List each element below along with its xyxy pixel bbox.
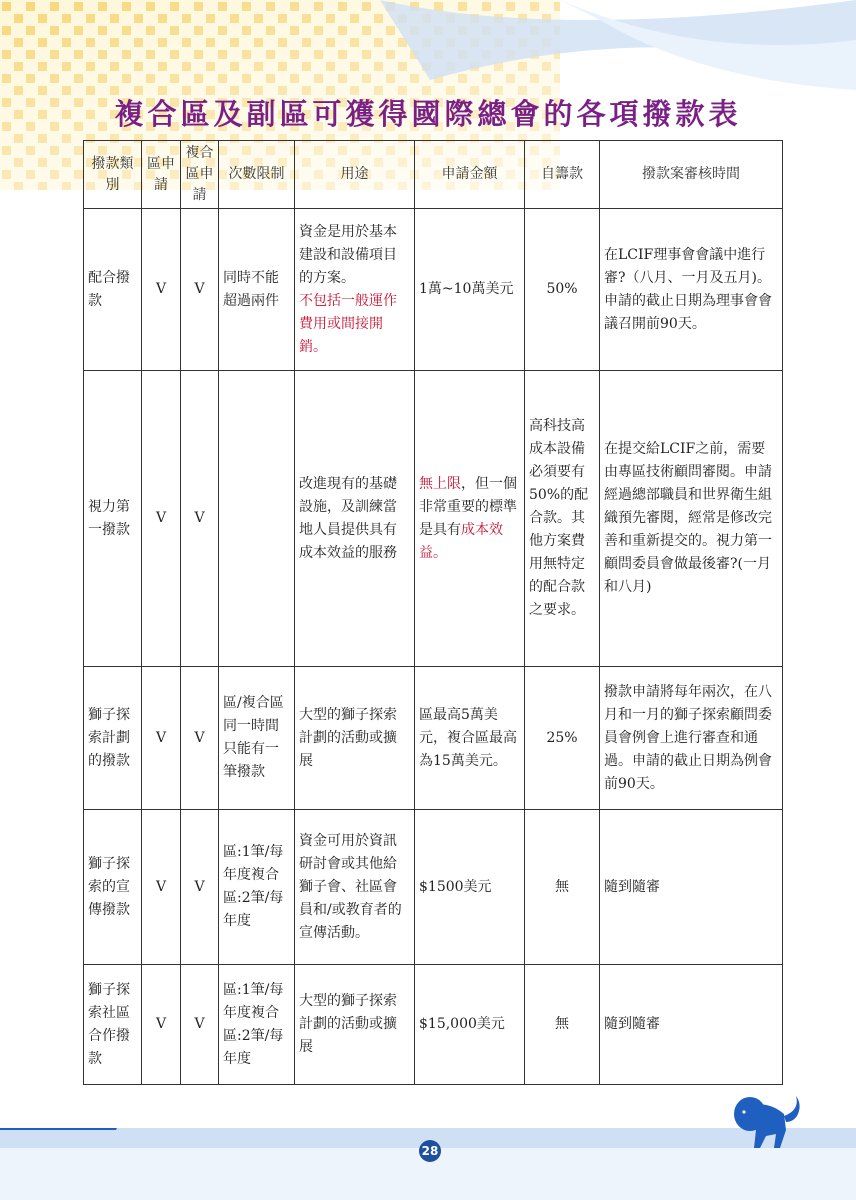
district-cell: V (142, 209, 181, 371)
multi-district-cell: V (181, 209, 219, 371)
purpose-cell (295, 209, 415, 371)
limit-cell: 同時不能超過兩件 (219, 209, 295, 371)
purpose-cell: 大型的獅子探索計劃的活動或擴展 (295, 965, 415, 1085)
self-fund-cell: 無 (525, 810, 600, 965)
amount-criteria-text: ，但一個非常重要的標準是具有 (419, 475, 517, 538)
table-row (84, 965, 783, 1085)
limit-cell: 區:1筆/每年度複合區:2筆/每年度 (219, 965, 295, 1085)
self-fund-cell: 高科技高成本設備必須要有50%的配合款。其他方案費用無特定的配合款之要求。 (525, 371, 600, 667)
review-cell: 撥款申請將每年兩次，在八月和一月的獅子探索顧問委員會例會上進行審查和通過。申請的截止日期為例會前90天。 (600, 667, 783, 810)
header-amount: 申請金額 (415, 141, 525, 209)
grant-type-cell: 獅子探索的宣傳撥款 (84, 810, 142, 965)
purpose-cell: 改進現有的基礎設施，及訓練當地人員提供具有成本效益的服務 (295, 371, 415, 667)
table-row (84, 810, 783, 965)
header-self-fund: 自籌款 (525, 141, 600, 209)
table-header-row (84, 141, 783, 209)
amount-end-text: 。 (433, 544, 447, 561)
header-review-time: 撥款案審核時間 (600, 141, 783, 209)
table-row (84, 209, 783, 371)
review-cell: 隨到隨審 (600, 965, 783, 1085)
limit-cell: 區:1筆/每年度複合區:2筆/每年度 (219, 810, 295, 965)
header-limit: 次數限制 (219, 141, 295, 209)
table-row (84, 667, 783, 810)
lion-logo-icon (726, 1090, 806, 1150)
header-grant-type: 撥款類別 (84, 141, 142, 209)
amount-cost-benefit-text: 成本效益 (419, 521, 503, 561)
amount-no-limit-text: 無上限 (419, 475, 461, 492)
district-cell: V (142, 965, 181, 1085)
amount-cell: $1500美元 (415, 810, 525, 965)
grant-type-cell: 視力第一撥款 (84, 371, 142, 667)
page-title: 複合區及副區可獲得國際總會的各項撥款表 (114, 97, 742, 131)
purpose-cell: 大型的獅子探索計劃的活動或擴展 (295, 667, 415, 810)
amount-cell: 1萬~10萬美元 (415, 209, 525, 371)
amount-cell: 區最高5萬美元，複合區最高為15萬美元。 (415, 667, 525, 810)
grant-type-cell: 獅子探索計劃的撥款 (84, 667, 142, 810)
grant-type-cell: 配合撥款 (84, 209, 142, 371)
multi-district-cell: V (181, 965, 219, 1085)
self-fund-cell: 50% (525, 209, 600, 371)
review-cell: 在LCIF理事會會議中進行審?（八月、一月及五月)。申請的截止日期為理事會會議召開前90天。 (600, 209, 783, 371)
grant-type-cell: 獅子探索社區合作撥款 (84, 965, 142, 1085)
header-multi-district-apply: 複合區申請 (181, 141, 219, 209)
purpose-text: 資金是用於基本建設和設備項目的方案。 (299, 223, 397, 286)
table-row (84, 371, 783, 667)
multi-district-cell: V (181, 810, 219, 965)
purpose-exclusion-text: 不包括一般運作費用或間接開銷。 (299, 292, 397, 355)
page-number-badge: 28 (419, 1140, 441, 1162)
amount-cell: $15,000美元 (415, 965, 525, 1085)
header-district-apply: 區申請 (142, 141, 181, 209)
self-fund-cell: 25% (525, 667, 600, 810)
multi-district-cell: V (181, 371, 219, 667)
grant-table (83, 140, 783, 1085)
amount-cell (415, 371, 525, 667)
district-cell: V (142, 810, 181, 965)
review-cell: 在提交給LCIF之前，需要由專區技術顧問審閱。申請經過總部職員和世界衛生組織預先審閱，經常是修改完善和重新提交的。視力第一顧問委員會做最後審?(一月和八月) (600, 371, 783, 667)
limit-cell (219, 371, 295, 667)
purpose-cell: 資金可用於資訊研討會或其他給獅子會、社區會員和/或教育者的宣傳活動。 (295, 810, 415, 965)
district-cell: V (142, 667, 181, 810)
self-fund-cell: 無 (525, 965, 600, 1085)
district-cell: V (142, 371, 181, 667)
multi-district-cell: V (181, 667, 219, 810)
header-purpose: 用途 (295, 141, 415, 209)
review-cell: 隨到隨審 (600, 810, 783, 965)
limit-cell: 區/複合區同一時間只能有一筆撥款 (219, 667, 295, 810)
